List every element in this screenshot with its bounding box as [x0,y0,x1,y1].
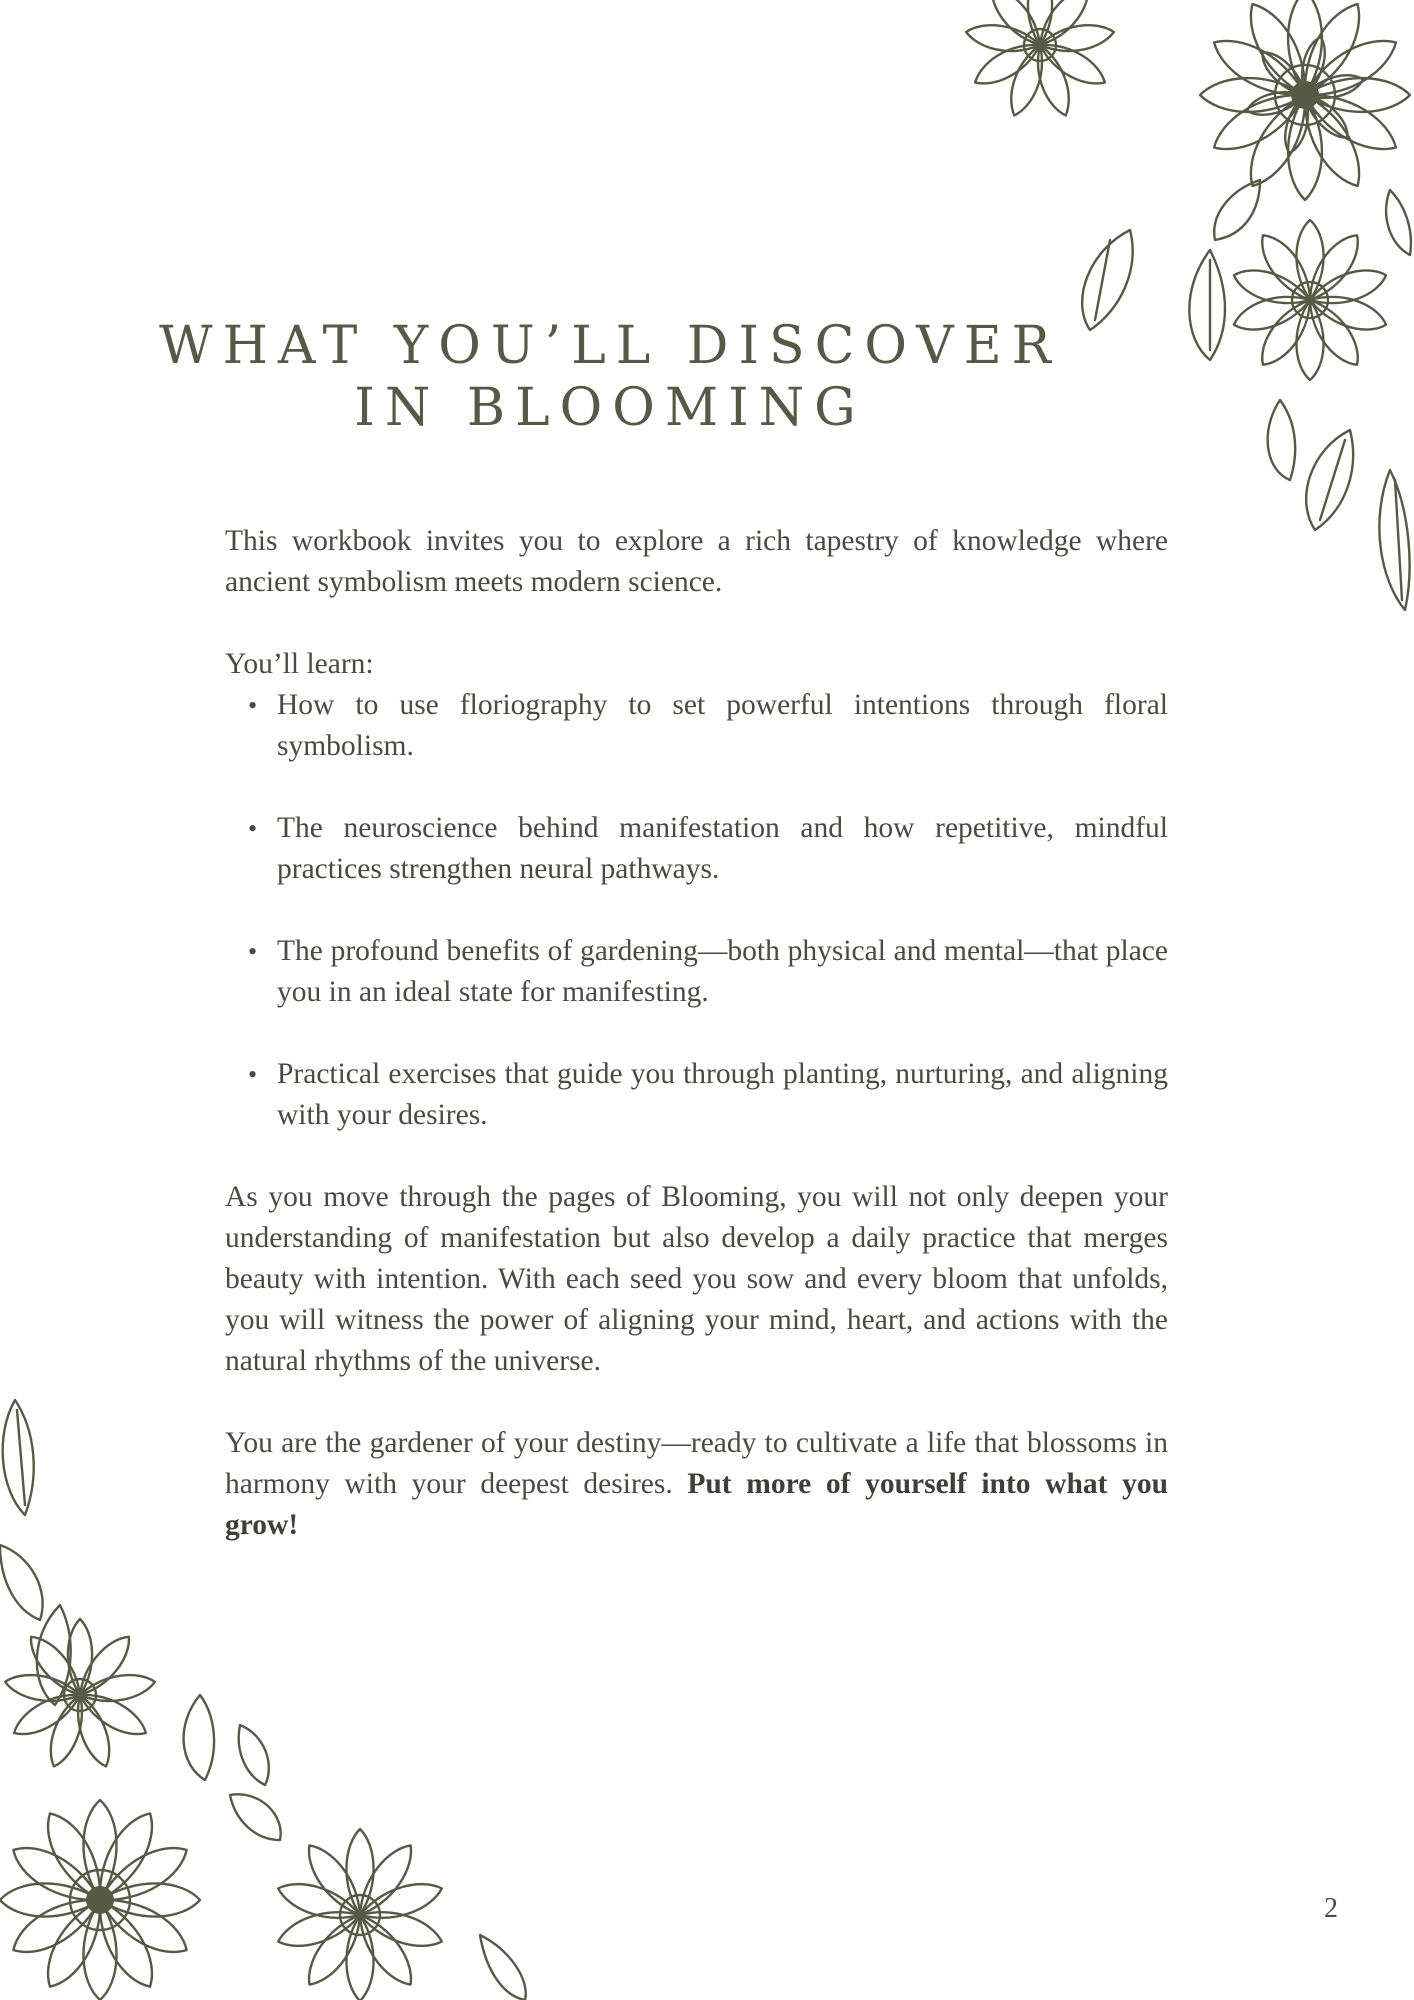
page-number: 2 [1324,1893,1338,1924]
bullet-icon: • [248,814,258,843]
bullet-icon: • [248,691,258,720]
list-item [225,808,1168,890]
closing-paragraph: As you move through the pages of Blooming, you will not only deepen your understanding of manifestation but also develop a daily practice that merges beauty with intention. With each seed you sow and every bloom that unfolds, you will witness the power of aligning your mind, heart, and actions with the natural rhythms of the universe. [225,1181,1168,1377]
page-title-line-1: WHAT YOU’LL DISCOVER [159,316,1061,376]
intro-paragraph: This workbook invites you to explore a rich tapestry of knowledge where ancient symbolism meets modern science. [225,525,1168,598]
bullet-icon: • [248,1060,258,1089]
learning-list [225,685,1168,1136]
list-item [225,685,1168,767]
list-item-text: The profound benefits of gardening—both physical and mental—that place you in an ideal state for manifesting. [277,935,1168,1008]
page-title-line-2: IN BLOOMING [354,378,866,438]
list-item [225,931,1168,1013]
list-item-text: The neuroscience behind manifestation and how repetitive, mindful practices strengthen neural pathways. [277,812,1168,885]
body-content [225,521,1168,1546]
final-paragraph [225,1423,1168,1546]
final-text: You are the gardener of your destiny—ready to cultivate a life that blossoms in harmony with your deepest desires. [225,1427,1168,1500]
final-emphasis: Put more of yourself into what you grow! [225,1468,1169,1541]
bullet-icon: • [248,937,258,966]
learn-heading: You’ll learn: [225,648,374,680]
list-item-text: Practical exercises that guide you through planting, nurturing, and aligning with your desires. [277,1058,1168,1131]
list-item-text: How to use floriography to set powerful intentions through floral symbolism. [277,689,1168,762]
list-item [225,1054,1168,1136]
page-title [130,315,1090,439]
